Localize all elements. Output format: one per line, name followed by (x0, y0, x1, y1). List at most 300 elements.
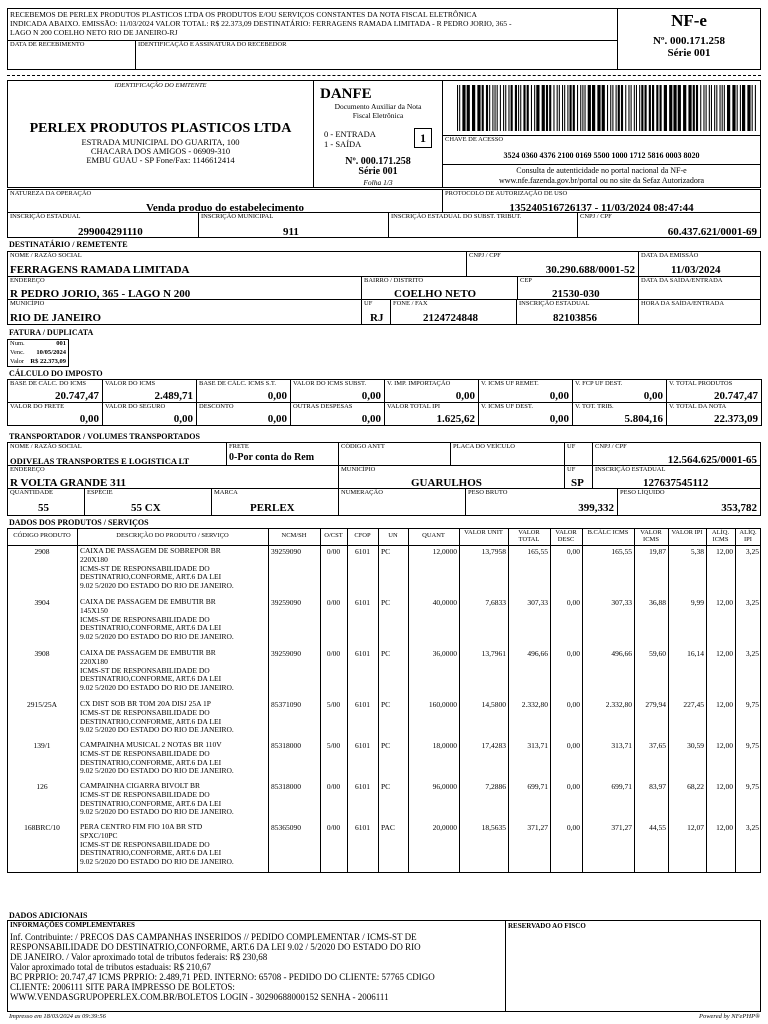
produtos-cell-ncm: 85365090 (271, 823, 301, 832)
imposto-field-value: 22.373,09 (714, 413, 758, 425)
dest-ie-label: INSCRIÇÃO ESTADUAL (519, 300, 590, 307)
imposto-field (7, 402, 103, 426)
imposto-field-label: VALOR DO ICMS SUBST. (293, 380, 367, 387)
imposto-field-value: 1.625,62 (436, 413, 475, 425)
transp-ie-label: INSCRIÇÃO ESTADUAL (595, 466, 666, 473)
reservado-fisco-label: RESERVADO AO FISCO (508, 922, 586, 930)
danfe-box (313, 80, 443, 188)
produtos-cell-vtotal: 313,71 (527, 741, 548, 750)
fatura-section-title: FATURA / DUPLICATA (9, 328, 94, 337)
produtos-cell-cfop: 6101 (355, 823, 370, 832)
produtos-cell-cfop: 6101 (355, 547, 370, 556)
produtos-cell-quant: 18,0000 (432, 741, 457, 750)
transp-frete-label: FRETE (229, 443, 249, 450)
imposto-field-label: VALOR DO SEGURO (105, 403, 166, 410)
imposto-field (196, 379, 291, 403)
transp-especie-field (84, 488, 212, 516)
produtos-cell-vicms: 37,65 (649, 741, 666, 750)
produtos-cell-vdesc: 0,00 (566, 741, 580, 750)
imposto-field-value: 0,00 (549, 413, 569, 425)
produtos-cell-vdesc: 0,00 (566, 823, 580, 832)
dest-municipio-label: MUNICÍPIO (10, 300, 45, 307)
produtos-header-cell: UN (388, 532, 398, 539)
dest-cnpj-value: 30.290.688/0001-52 (545, 264, 635, 276)
danfe-saida: 1 - SAÍDA (324, 139, 362, 149)
canhoto-line-3: LAGO N 200 COELHO NETO RIO DE JANEIRO-RJ (10, 28, 178, 37)
info-line: Valor aproximado total de tributos estaduais: R$ 210,67 (10, 962, 211, 972)
canhoto-line-2: INDICADA ABAIXO. EMISSÃO: 11/03/2024 VALOR TOTAL: R$ 22.373,09 DESTINATÁRIO: FERRAGENS RAMADA LIMITADA - R PEDRO JORIO, 365 - (10, 19, 512, 28)
produtos-header-cell: VALOR ICMS (640, 529, 662, 543)
transp-name-label: NOME / RAZÃO SOCIAL (10, 443, 82, 450)
transp-endereco-label: ENDEREÇO (10, 466, 45, 473)
transp-qtd-field (7, 488, 85, 516)
imposto-field-label: V. TOT. TRIB. (575, 403, 614, 410)
emit-im-value: 911 (283, 226, 299, 238)
produtos-cell-aicms: 12,00 (716, 700, 733, 709)
produtos-cell-vicms: 59,60 (649, 649, 666, 658)
dest-municipio-field (7, 299, 362, 325)
transportador-section-title: TRANSPORTADOR / VOLUMES TRANSPORTADOS (9, 432, 200, 441)
danfe-number: Nº. 000.171.258 (345, 156, 411, 167)
canhoto-nfe-serie: Série 001 (667, 47, 711, 59)
imposto-field-value: 0,00 (173, 413, 193, 425)
canhoto-cut-line (7, 75, 761, 76)
transp-name-field (7, 442, 227, 466)
produtos-cell-ncm: 85318000 (271, 741, 301, 750)
produtos-cell-aicms: 12,00 (716, 823, 733, 832)
destinatario-section-title: DESTINATÁRIO / REMETENTE (9, 240, 128, 249)
info-line: WWW.VENDASGRUPOPERLEX.COM.BR/BOLETOS LOGIN - 30290688000152 SENHA - 2006111 (10, 992, 389, 1002)
canhoto-nfe-number: Nº. 000.171.258 (652, 35, 726, 47)
transp-marca-value: PERLEX (250, 502, 295, 514)
imposto-field (290, 379, 385, 403)
transp-cnpj-field (592, 442, 761, 466)
transp-frete-value: 0-Por conta do Rem (229, 452, 315, 463)
imposto-field-value: 0,00 (267, 413, 287, 425)
dest-uf-label: UF (364, 300, 373, 307)
emit-im-field (198, 212, 389, 238)
info-line: DE JANEIRO. / Valor aproximado total de tributos federais: R$ 230,68 (10, 952, 268, 962)
produtos-header-cell: B.CÁLC ICMS (587, 529, 629, 536)
transp-antt-label: CÓDIGO ANTT (341, 443, 385, 450)
produtos-cell-aipi: 3,25 (745, 598, 759, 607)
info-line: BC PRPRIO: 20.747,47 ICMS PRPRIO: 2.489,71 PED. INTERNO: 65708 - PEDIDO DO CLIENTE: 57765 CDIGO (10, 972, 435, 982)
danfe-sub-2: Fiscal Eletrônica (352, 110, 404, 120)
emitente-address-1: ESTRADA MUNICIPAL DO GUARITA, 100 (81, 137, 240, 147)
imposto-field (102, 379, 197, 403)
dest-name-label: NOME / RAZÃO SOCIAL (10, 252, 82, 259)
danfe-title: DANFE (320, 86, 372, 102)
transp-name-value: ODIVELAS TRANSPORTES E LOGISTICA LT (10, 456, 190, 466)
produtos-cell-aicms: 12,00 (716, 741, 733, 750)
info-line: Inf. Contribuinte: / PRECOS DAS CAMPANHAS INSERIDOS // PEDIDO COMPLEMENTAR / ICMS-ST DE (10, 932, 417, 942)
produtos-cell-vtotal: 2.332,80 (521, 700, 548, 709)
transp-municipio-field (338, 465, 565, 489)
emitente-name: PERLEX PRODUTOS PLASTICOS LTDA (29, 121, 292, 136)
produtos-column-divider (268, 528, 269, 872)
produtos-cell-desc: CAIXA DE PASSAGEM DE SOBREPOR BR 220X180 ICMS-ST DE RESPONSABILIDADE DO DESTINATRIO,CONFORME, ART.6 DA LEI 9.02 5/2020 DO ESTADO DO RIO DE JANEIRO. (80, 546, 234, 591)
produtos-column-divider (378, 528, 379, 872)
consulta-line-1: Consulta de autenticidade no portal nacional da NF-e (516, 166, 687, 175)
emitente-label: IDENTIFICAÇÃO DO EMITENTE (114, 82, 207, 89)
data-recebimento-field[interactable] (7, 40, 136, 70)
fatura-venc-value: 10/05/2024 (36, 349, 66, 356)
imposto-field-value: 0,00 (455, 390, 475, 402)
produtos-cell-cfop: 6101 (355, 741, 370, 750)
produtos-cell-cst: 0/00 (326, 782, 341, 791)
dest-saida-field (638, 276, 761, 300)
imposto-field (196, 402, 291, 426)
imposto-field (478, 379, 573, 403)
produtos-cell-quant: 36,0000 (432, 649, 457, 658)
transp-endereco-value: R VOLTA GRANDE 311 (10, 477, 127, 489)
transp-bruto-label: PESO BRUTO (468, 489, 508, 496)
transp-numeracao-label: NUMERAÇÃO (341, 489, 383, 496)
dest-bairro-value: COELHO NETO (394, 288, 477, 300)
imposto-field-value: 5.804,16 (624, 413, 663, 425)
imposto-field-value: 0,00 (549, 390, 569, 402)
produtos-cell-bcicms: 699,71 (611, 782, 632, 791)
imposto-field (478, 402, 573, 426)
fatura-valor-value: R$ 22.373,09 (30, 358, 66, 365)
consulta-box (442, 164, 761, 188)
transp-bruto-value: 399,332 (578, 502, 614, 514)
imposto-field (572, 402, 667, 426)
produtos-cell-un: PC (381, 700, 391, 709)
produtos-cell-vtotal: 307,33 (527, 598, 548, 607)
dest-cep-label: CEP (520, 277, 532, 284)
produtos-cell-vicms: 83,97 (649, 782, 666, 791)
transp-antt-field (338, 442, 451, 466)
transp-placa-label: PLACA DO VEÍCULO (453, 443, 515, 450)
produtos-cell-vtotal: 165,55 (527, 547, 548, 556)
produtos-cell-bcicms: 496,66 (611, 649, 632, 658)
produtos-cell-vicms: 279,94 (645, 700, 666, 709)
produtos-cell-desc: CAMPAINHA CIGARRA BIVOLT BR ICMS-ST DE RESPONSABILIDADE DO DESTINATRIO,CONFORME, ART.6 DA LEI 9.02 5/2020 DO ESTADO DO RIO DE JANEIRO. (80, 781, 234, 817)
transp-liquido-label: PESO LÍQUIDO (620, 489, 665, 496)
dest-emissao-field (638, 251, 761, 277)
produtos-cell-cst: 5/00 (326, 700, 341, 709)
emitente-box (7, 80, 314, 188)
fatura-venc-label: Venc. (10, 349, 25, 356)
canhoto-text-box (7, 8, 618, 41)
imposto-field-value: 0,00 (267, 390, 287, 402)
transp-especie-value: 55 CX (131, 502, 161, 514)
produtos-cell-cst: 0/00 (326, 823, 341, 832)
transp-uf2-value: SP (571, 477, 584, 489)
emit-iest-label: INSCRIÇÃO ESTADUAL DO SUBST. TRIBUT. (391, 213, 522, 220)
protocolo-label: PROTOCOLO DE AUTORIZAÇÃO DE USO (445, 190, 568, 197)
produtos-cell-vtotal: 699,71 (527, 782, 548, 791)
footer-powered: Powered by NFePHP® (698, 1013, 760, 1020)
produtos-cell-bcicms: 307,33 (611, 598, 632, 607)
emitente-address-3: EMBU GUAU - SP Fone/Fax: 1146612414 (86, 155, 235, 165)
transp-cnpj-value: 12.564.625/0001-65 (667, 454, 757, 466)
produtos-cell-un: PC (381, 741, 391, 750)
info-complementares-label: INFORMAÇÕES COMPLEMENTARES (10, 921, 135, 929)
produtos-cell-vtotal: 496,66 (527, 649, 548, 658)
natureza-value: Venda produo do estabelecimento (146, 202, 304, 213)
imposto-field-label: DESCONTO (199, 403, 234, 410)
produtos-header-cell: VALOR UNIT (464, 529, 503, 536)
emit-cnpj-field (577, 212, 761, 238)
produtos-cell-aipi: 9,75 (745, 782, 759, 791)
emitente-address-2: CHACARA DOS AMIGOS - 06909-310 (90, 146, 231, 156)
transp-uf2-label: UF (567, 466, 576, 473)
produtos-cell-aicms: 12,00 (716, 598, 733, 607)
produtos-header-cell: ALÍQ. IPI (739, 529, 757, 543)
produtos-cell-quant: 20,0000 (432, 823, 457, 832)
produtos-cell-quant: 12,0000 (432, 547, 457, 556)
produtos-cell-vdesc: 0,00 (566, 547, 580, 556)
dest-bairro-field (361, 276, 518, 300)
produtos-cell-vdesc: 0,00 (566, 782, 580, 791)
produtos-cell-cfop: 6101 (355, 700, 370, 709)
protocolo-value: 135240516726137 - 11/03/2024 08:47:44 (509, 202, 694, 213)
dest-ie-field (516, 299, 639, 325)
imposto-field (666, 402, 762, 426)
imposto-field-label: V. ICMS UF REMET. (481, 380, 539, 387)
produtos-cell-cst: 0/00 (326, 547, 341, 556)
produtos-cell-codigo: 3908 (34, 649, 50, 658)
assinatura-label: IDENTIFICAÇÃO E ASSINATURA DO RECEBEDOR (138, 41, 287, 48)
produtos-cell-cfop: 6101 (355, 649, 370, 658)
imposto-field-label: BASE DE CÁLC. DO ICMS (10, 380, 87, 387)
produtos-cell-un: PC (381, 547, 391, 556)
danfe-sub-1: Documento Auxiliar da Nota (334, 102, 422, 111)
produtos-header-cell: CFOP (354, 532, 371, 539)
produtos-cell-vipi: 9,99 (690, 598, 704, 607)
imposto-field (572, 379, 667, 403)
dest-ie-value: 82103856 (553, 312, 597, 324)
fatura-num-label: Num. (10, 340, 25, 347)
adicionais-section-title: DADOS ADICIONAIS (9, 911, 88, 920)
imposto-field (384, 402, 479, 426)
transp-cnpj-label: CNPJ / CPF (595, 443, 627, 450)
danfe-tipo-box: 1 (414, 128, 432, 148)
dest-name-field (7, 251, 467, 277)
dest-endereco-value: R PEDRO JORIO, 365 - LAGO N 200 (10, 288, 191, 300)
imposto-field-label: V. TOTAL DA NOTA (669, 403, 727, 410)
produtos-cell-aipi: 3,25 (745, 547, 759, 556)
barcode-icon (457, 85, 757, 131)
dest-endereco-label: ENDEREÇO (10, 277, 45, 284)
produtos-cell-desc: CAIXA DE PASSAGEM DE EMBUTIR BR 145X150 ICMS-ST DE RESPONSABILIDADE DO DESTINATRIO,CONFORME, ART.6 DA LEI 9.02 5/2020 DO ESTADO DO RIO DE JANEIRO. (80, 597, 234, 642)
produtos-cell-vipi: 30,59 (687, 741, 704, 750)
produtos-cell-aicms: 12,00 (716, 782, 733, 791)
produtos-cell-vunit: 18,5635 (481, 823, 506, 832)
transp-marca-field (211, 488, 339, 516)
produtos-cell-aipi: 9,75 (745, 700, 759, 709)
produtos-cell-cfop: 6101 (355, 598, 370, 607)
nfe-title: NF-e (671, 11, 707, 30)
imposto-field-value: 2.489,71 (154, 390, 193, 402)
imposto-field-label: V. TOTAL PRODUTOS (669, 380, 733, 387)
fatura-num-value: 001 (56, 340, 66, 347)
protocolo-field (442, 189, 761, 213)
info-line: RESPONSABILIDADE DO DESTINATRIO,CONFORME, ART.6 DA LEI 9.02 / 5/2020 DO ESTADO DO RIO (10, 942, 421, 952)
produtos-cell-vicms: 44,55 (649, 823, 666, 832)
produtos-cell-aicms: 12,00 (716, 547, 733, 556)
produtos-cell-vunit: 14,5800 (481, 700, 506, 709)
transp-uf2-field (564, 465, 593, 489)
produtos-cell-vdesc: 0,00 (566, 700, 580, 709)
produtos-cell-cst: 5/00 (326, 741, 341, 750)
imposto-field-label: OUTRAS DESPESAS (293, 403, 353, 410)
produtos-cell-vicms: 36,88 (649, 598, 666, 607)
produtos-cell-vipi: 5,38 (690, 547, 704, 556)
imposto-field-value: 20.747,47 (714, 390, 758, 402)
produtos-cell-aicms: 12,00 (716, 649, 733, 658)
assinatura-field[interactable] (135, 40, 618, 70)
produtos-cell-vicms: 19,87 (649, 547, 666, 556)
dest-uf-value: RJ (370, 312, 384, 324)
produtos-cell-ncm: 85371090 (271, 700, 301, 709)
natureza-label: NATUREZA DA OPERAÇÃO (10, 190, 92, 197)
emit-cnpj-label: CNPJ / CPF (580, 213, 612, 220)
transp-especie-label: ESPÉCIE (87, 489, 113, 496)
produtos-cell-vunit: 13,7961 (481, 649, 506, 658)
transp-marca-label: MARCA (214, 489, 238, 496)
danfe-folha: Folha 1/3 (363, 178, 393, 187)
fatura-duplicata-box (7, 339, 69, 367)
produtos-header-cell: VALOR DESC (555, 529, 577, 543)
produtos-cell-quant: 96,0000 (432, 782, 457, 791)
transp-municipio-label: MUNICÍPIO (341, 466, 376, 473)
produtos-cell-codigo: 139/1 (33, 741, 51, 750)
produtos-cell-un: PC (381, 649, 391, 658)
imposto-field-label: V. IMP. IMPORTAÇÃO (387, 380, 451, 387)
produtos-cell-vipi: 16,14 (687, 649, 704, 658)
dest-cnpj-label: CNPJ / CPF (469, 252, 501, 259)
produtos-cell-quant: 160,0000 (428, 700, 457, 709)
produtos-cell-vdesc: 0,00 (566, 649, 580, 658)
produtos-header-cell: DESCRIÇÃO DO PRODUTO / SERVIÇO (116, 532, 229, 539)
transp-liquido-field (617, 488, 761, 516)
imposto-field-value: 0,00 (361, 413, 381, 425)
emit-ie-field (7, 212, 199, 238)
data-recebimento-label: DATA DE RECEBIMENTO (10, 41, 85, 48)
produtos-cell-ncm: 85318000 (271, 782, 301, 791)
produtos-cell-quant: 40,0000 (432, 598, 457, 607)
dest-emissao-value: 11/03/2024 (671, 264, 721, 276)
produtos-cell-un: PC (381, 782, 391, 791)
imposto-section-title: CÁLCULO DO IMPOSTO (9, 369, 103, 378)
dest-saida-label: DATA DA SAÍDA/ENTRADA (641, 277, 723, 284)
produtos-cell-vunit: 7,6833 (485, 598, 506, 607)
dest-hora-label: HORA DA SAÍDA/ENTRADA (641, 300, 725, 307)
produtos-header-cell: NCM/SH (281, 532, 307, 539)
produtos-header-cell: VALOR IPI (671, 529, 703, 536)
produtos-cell-codigo: 168BRC/10 (24, 823, 60, 832)
dest-bairro-label: BAIRRO / DISTRITO (364, 277, 424, 284)
emit-im-label: INSCRIÇÃO MUNICIPAL (201, 213, 274, 220)
imposto-field (7, 379, 103, 403)
danfe-entrada: 0 - ENTRADA (324, 129, 376, 139)
imposto-field-label: VALOR TOTAL IPI (387, 403, 441, 410)
transp-ie-field (592, 465, 761, 489)
produtos-cell-desc: CAIXA DE PASSAGEM DE EMBUTIR BR 220X180 ICMS-ST DE RESPONSABILIDADE DO DESTINATRIO,CONFORME, ART.6 DA LEI 9.02 5/2020 DO ESTADO DO RIO DE JANEIRO. (80, 648, 234, 693)
canhoto-line-1: RECEBEMOS DE PERLEX PRODUTOS PLASTICOS LTDA OS PRODUTOS E/OU SERVIÇOS CONSTANTES DA NOTA FISCAL ELETRÔNICA (10, 10, 477, 19)
produtos-cell-codigo: 3904 (34, 598, 50, 607)
transp-uf-label: UF (567, 443, 576, 450)
consulta-line-2: www.nfe.fazenda.gov.br/portal ou no site da Sefaz Autorizadora (498, 176, 705, 185)
transp-qtd-value: 55 (38, 502, 49, 514)
produtos-cell-aipi: 9,75 (745, 741, 759, 750)
transp-frete-field (226, 442, 339, 466)
produtos-cell-codigo: 2908 (34, 547, 50, 556)
transp-numeracao-field (338, 488, 466, 516)
imposto-field-value: 20.747,47 (55, 390, 99, 402)
imposto-field-value: 0,00 (361, 390, 381, 402)
produtos-cell-vunit: 13,7958 (481, 547, 506, 556)
emit-ie-label: INSCRIÇÃO ESTADUAL (10, 213, 81, 220)
produtos-column-divider (77, 528, 78, 872)
produtos-cell-ncm: 39259090 (271, 547, 301, 556)
info-complementares-text (10, 932, 435, 1002)
transp-ie-value: 127637545112 (643, 477, 709, 489)
produtos-cell-desc: CX DIST SOB BR TOM 20A DISJ 25A 1P ICMS-ST DE RESPONSABILIDADE DO DESTINATRIO,CONFORME, ART.6 DA LEI 9.02 5/2020 DO ESTADO DO RIO DE JANEIRO. (80, 699, 234, 735)
imposto-field-label: V. FCP UF DEST. (575, 380, 623, 387)
produtos-cell-un: PC (381, 598, 391, 607)
natureza-field (7, 189, 443, 213)
dest-endereco-field (7, 276, 362, 300)
transp-municipio-value: GUARULHOS (411, 477, 482, 489)
transp-endereco-field (7, 465, 339, 489)
produtos-cell-cst: 0/00 (326, 649, 341, 658)
produtos-cell-bcicms: 313,71 (611, 741, 632, 750)
produtos-cell-vipi: 227,45 (683, 700, 704, 709)
produtos-section-title: DADOS DOS PRODUTOS / SERVIÇOS (9, 518, 149, 527)
produtos-cell-vunit: 17,4283 (481, 741, 506, 750)
emit-ie-value: 299004291110 (78, 226, 143, 238)
barcode-box (442, 80, 761, 136)
produtos-cell-codigo: 126 (36, 782, 48, 791)
transp-uf-field (564, 442, 593, 466)
dest-fone-label: FONE / FAX (393, 300, 428, 307)
emit-iest-field (388, 212, 578, 238)
info-complementares-box (7, 920, 506, 1012)
info-line: CLIENTE: 2006111 SITE PARA IMPRESSO DE BOLETOS: (10, 982, 235, 992)
dest-municipio-value: RIO DE JANEIRO (10, 312, 102, 324)
dest-emissao-label: DATA DA EMISSÃO (641, 252, 699, 259)
dest-fone-field (390, 299, 517, 325)
transp-qtd-label: QUANTIDADE (10, 489, 53, 496)
dest-fone-value: 2124724848 (423, 312, 478, 324)
chave-acesso-label: CHAVE DE ACESSO (445, 136, 504, 143)
imposto-field-label: BASE DE CÁLC. ICMS S.T. (199, 380, 276, 387)
fatura-valor-label: Valor (10, 358, 25, 365)
transp-bruto-field (465, 488, 618, 516)
imposto-field-label: V. ICMS UF DEST. (481, 403, 533, 410)
danfe-serie: Série 001 (358, 166, 398, 177)
produtos-cell-ncm: 39259090 (271, 598, 301, 607)
dest-cep-field (517, 276, 639, 300)
imposto-field (666, 379, 762, 403)
imposto-field-label: VALOR DO FRETE (10, 403, 65, 410)
reservado-fisco-box (505, 920, 761, 1012)
produtos-cell-bcicms: 2.332,80 (605, 700, 632, 709)
imposto-field-value: 0,00 (79, 413, 99, 425)
produtos-cell-vipi: 12,07 (687, 823, 704, 832)
transp-liquido-value: 353,782 (721, 502, 757, 514)
produtos-cell-bcicms: 371,27 (611, 823, 632, 832)
produtos-cell-aipi: 3,25 (745, 649, 759, 658)
imposto-field (102, 402, 197, 426)
produtos-header-cell: VALOR TOTAL (518, 529, 540, 543)
produtos-cell-bcicms: 165,55 (611, 547, 632, 556)
produtos-cell-ncm: 39259090 (271, 649, 301, 658)
